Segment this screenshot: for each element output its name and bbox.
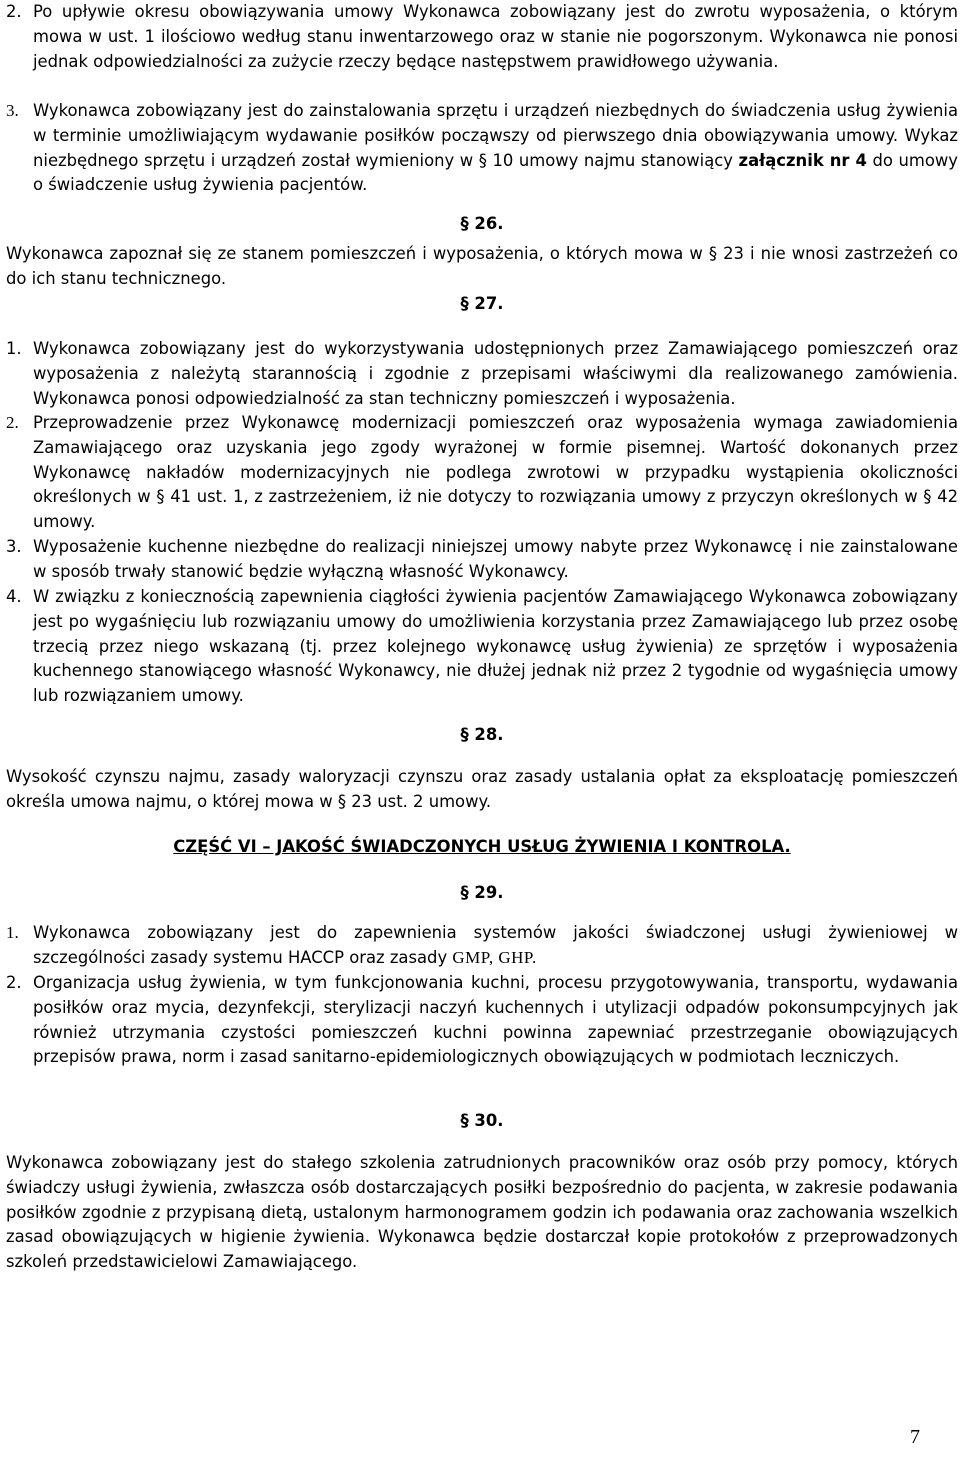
item-text-tail: do umowy o świadczenie usług żywienia pacjentów.: [33, 150, 959, 195]
section-30-text: Wykonawca zobowiązany jest do stałego szkolenia zatrudnionych pracowników oraz osób przy pomocy, których świadczy usługi żywienia, zwłaszcza osób dostarczających posiłki bezpośrednio do pacjenta, w zakresie podawania posiłków zgodnie z przypisaną dietą, ustalonym harmonogramem godzin ich podawania oraz zachowania wszelkich zasad obowiązujących w higienie żywienia. Wykonawca będzie dostarczał kopie protokołów z przeprowadzonych szkoleń przedstawicielowi Zamawiającego.: [6, 1153, 958, 1272]
item-number: 2.: [6, 973, 22, 992]
item-text: Organizacja usług żywienia, w tym funkcjonowania kuchni, procesu przygotowywania, transportu, wydawania posiłków oraz mycia, dezynfekcji, sterylizacji naczyń kuchennych i utylizacji odpadów pokonsumpcyjnych jak również utrzymania czystości pomieszczeń kuchni powinna zapewniać przestrzeganie obowiązujących przepisów prawa, norm i zasad sanitarno-epidemiologicznych obowiązujących w podmiotach leczniczych.: [33, 973, 958, 1067]
list-item: [6, 585, 958, 709]
item-number: 2.: [6, 2, 22, 21]
list-item: [6, 411, 958, 535]
item-text: Po upływie okresu obowiązywania umowy Wykonawca zobowiązany jest do zwrotu wyposażenia, o którym mowa w ust. 1 ilościowo według stanu inwentarzowego oraz w stanie nie pogorszonym. Wykonawca nie ponosi jednak odpowiedzialności za zużycie rzeczy będące następstwem prawidłowego używania.: [33, 2, 958, 71]
document-content: [6, 0, 958, 1281]
page-number: 7: [910, 1426, 920, 1448]
item-text: W związku z koniecznością zapewnienia ciągłości żywienia pacjentów Zamawiającego Wykonawca zobowiązany jest po wygaśnięciu lub rozwiązaniu umowy do umożliwienia korzystania przez Zamawiającego lub przez osobę trzecią przez niego wskazaną (tj. przez kolejnego wykonawcę usług żywienia) ze sprzętów i wyposażenia kuchennego stanowiącego własność Wykonawcy, nie dłużej jednak niż przez 2 tygodnie od wygaśnięcia umowy lub rozwiązaniem umowy.: [33, 587, 958, 706]
item-number: 1.: [6, 923, 19, 942]
section-26-text: Wykonawca zapoznał się ze stanem pomieszczeń i wyposażenia, o których mowa w § 23 i nie wnosi zastrzeżeń co do ich stanu technicznego.: [6, 244, 958, 288]
item-number: 1.: [6, 339, 22, 358]
section-title-29: § 29.: [460, 883, 504, 902]
section-title-26: § 26.: [460, 214, 504, 233]
item-text: Przeprowadzenie przez Wykonawcę modernizacji pomieszczeń oraz wyposażenia wymaga zawiadomienia Zamawiającego oraz uzyskania jego zgody wyrażonej w formie pisemnej. Wartość dokonanych przez Wykonawcę nakładów modernizacyjnych nie podlega zwrotowi w przypadku wystąpienia okoliczności określonych w § 41 ust. 1, z zastrzeżeniem, iż nie dotyczy to rozwiązania umowy z przyczyn określonych w § 42 umowy.: [33, 413, 958, 532]
item-number: 4.: [6, 587, 22, 606]
list-item: [6, 99, 958, 198]
item-text: Wykonawca zobowiązany jest do wykorzystywania udostępnionych przez Zamawiającego pomieszczeń oraz wyposażenia z należytą starannością i zgodnie z przepisami właściwymi dla realizowanego zamówienia. Wykonawca ponosi odpowiedzialność za stan techniczny pomieszczeń i wyposażenia.: [33, 339, 958, 408]
section-title-30: § 30.: [460, 1111, 504, 1130]
list-item: [6, 971, 958, 1095]
list-item: [6, 535, 958, 585]
item-number: 3.: [6, 101, 19, 120]
section-title-27: § 27.: [460, 294, 504, 313]
section-28-text: Wysokość czynszu najmu, zasady waloryzacji czynszu oraz zasady ustalania opłat za eksploatację pomieszczeń określa umowa najmu, o której mowa w § 23 ust. 2 umowy.: [6, 767, 958, 811]
part-title: CZĘŚĆ VI – JAKOŚĆ ŚWIADCZONYCH USŁUG ŻYWIENIA I KONTROLA.: [173, 837, 791, 856]
item-text: [33, 921, 958, 971]
list-item: [6, 337, 958, 411]
item-number: 2.: [6, 413, 19, 432]
list-item: [6, 0, 958, 99]
quality-systems: GMP, GHP.: [452, 947, 537, 967]
item-text: Wyposażenie kuchenne niezbędne do realizacji niniejszej umowy nabyte przez Wykonawcę i nie zainstalowane w sposób trwały stanowić będzie wyłączną własność Wykonawcy.: [33, 537, 958, 581]
item-number: 3.: [6, 537, 22, 556]
section-title-28: § 28.: [460, 725, 504, 744]
list-item: [6, 921, 958, 971]
item-text-main: Wykonawca zobowiązany jest do zapewnienia systemów jakości świadczonej usługi żywieniowej w szczególności zasady systemu HACCP oraz zasady: [33, 923, 958, 967]
item-text-main: Wykonawca zobowiązany jest do zainstalowania sprzętu i urządzeń niezbędnych do świadczenia usług żywienia w terminie umożliwiającym wydawanie posiłków począwszy od pierwszego dnia obowiązywania umowy. Wykaz niezbędnego sprzętu i urządzeń został wymieniony w § 10 umowy najmu stanowiący: [33, 101, 958, 170]
item-text: [33, 99, 958, 198]
attachment-reference: załącznik nr 4: [738, 150, 867, 170]
